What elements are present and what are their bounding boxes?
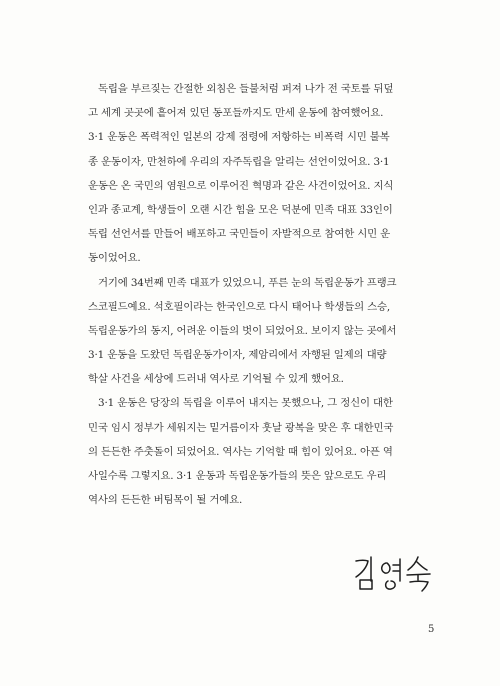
text-line: 3·1 운동은 폭력적인 일본의 강제 점령에 저항하는 비폭력 시민 불복 bbox=[88, 131, 390, 144]
text-line: 거기에 34번째 민족 대표가 있었으니, 푸른 눈의 독립운동가 프랭크 bbox=[98, 276, 397, 289]
body-text bbox=[88, 77, 436, 512]
text-line: 학살 사건을 세상에 드러내 역사로 기억될 수 있게 했어요. bbox=[88, 373, 344, 386]
text-line: 독립운동가의 동지, 어려운 이들의 벗이 되었어요. 보이지 않는 곳에서 bbox=[88, 324, 397, 337]
text-line: 고 세계 곳곳에 흩어져 있던 동포들까지도 만세 운동에 참여했어요. bbox=[88, 107, 384, 120]
text-line: 독립 선언서를 만들어 배포하고 국민들이 자발적으로 참여한 시민 운 bbox=[88, 228, 391, 241]
text-line: 3·1 운동을 도왔던 독립운동가이자, 제암리에서 자행된 일제의 대량 bbox=[88, 349, 387, 362]
text-line: 인과 종교계, 학생들이 오랜 시간 힘을 모은 덕분에 민족 대표 33인이 bbox=[88, 203, 393, 216]
text-line: 동이었어요. bbox=[88, 252, 141, 265]
text-line: 독립을 부르짖는 간절한 외침은 들불처럼 퍼져 나가 전 국토를 뒤덮 bbox=[98, 83, 394, 95]
text-line: 의 든든한 주춧돌이 되었어요. 역사는 기억할 때 힘이 있어요. 아픈 역 bbox=[88, 445, 393, 458]
text-line: 민국 임시 정부가 세워지는 밑거름이자 훗날 광복을 맞은 후 대한민국 bbox=[88, 421, 394, 434]
text-line: 운동은 온 국민의 염원으로 이루어진 혁명과 같은 사건이었어요. 지식 bbox=[88, 179, 394, 192]
text-line: 종 운동이자, 만천하에 우리의 자주독립을 알리는 선언이었어요. 3·1 bbox=[88, 155, 390, 168]
text-line: 스코필드예요. 석호필이라는 한국인으로 다시 태어나 학생들의 스승, bbox=[88, 300, 391, 313]
page-number: 5 bbox=[428, 624, 435, 635]
text-line: 사일수록 그렇지요. 3·1 운동과 독립운동가들의 뜻은 앞으로도 우리 bbox=[88, 470, 387, 482]
handwritten-signature bbox=[352, 553, 444, 593]
text-line: 역사의 든든한 버팀목이 될 거예요. bbox=[88, 494, 243, 507]
text-line: 3·1 운동은 당장의 독립을 이루어 내지는 못했으나, 그 정신이 대한 bbox=[98, 397, 393, 410]
